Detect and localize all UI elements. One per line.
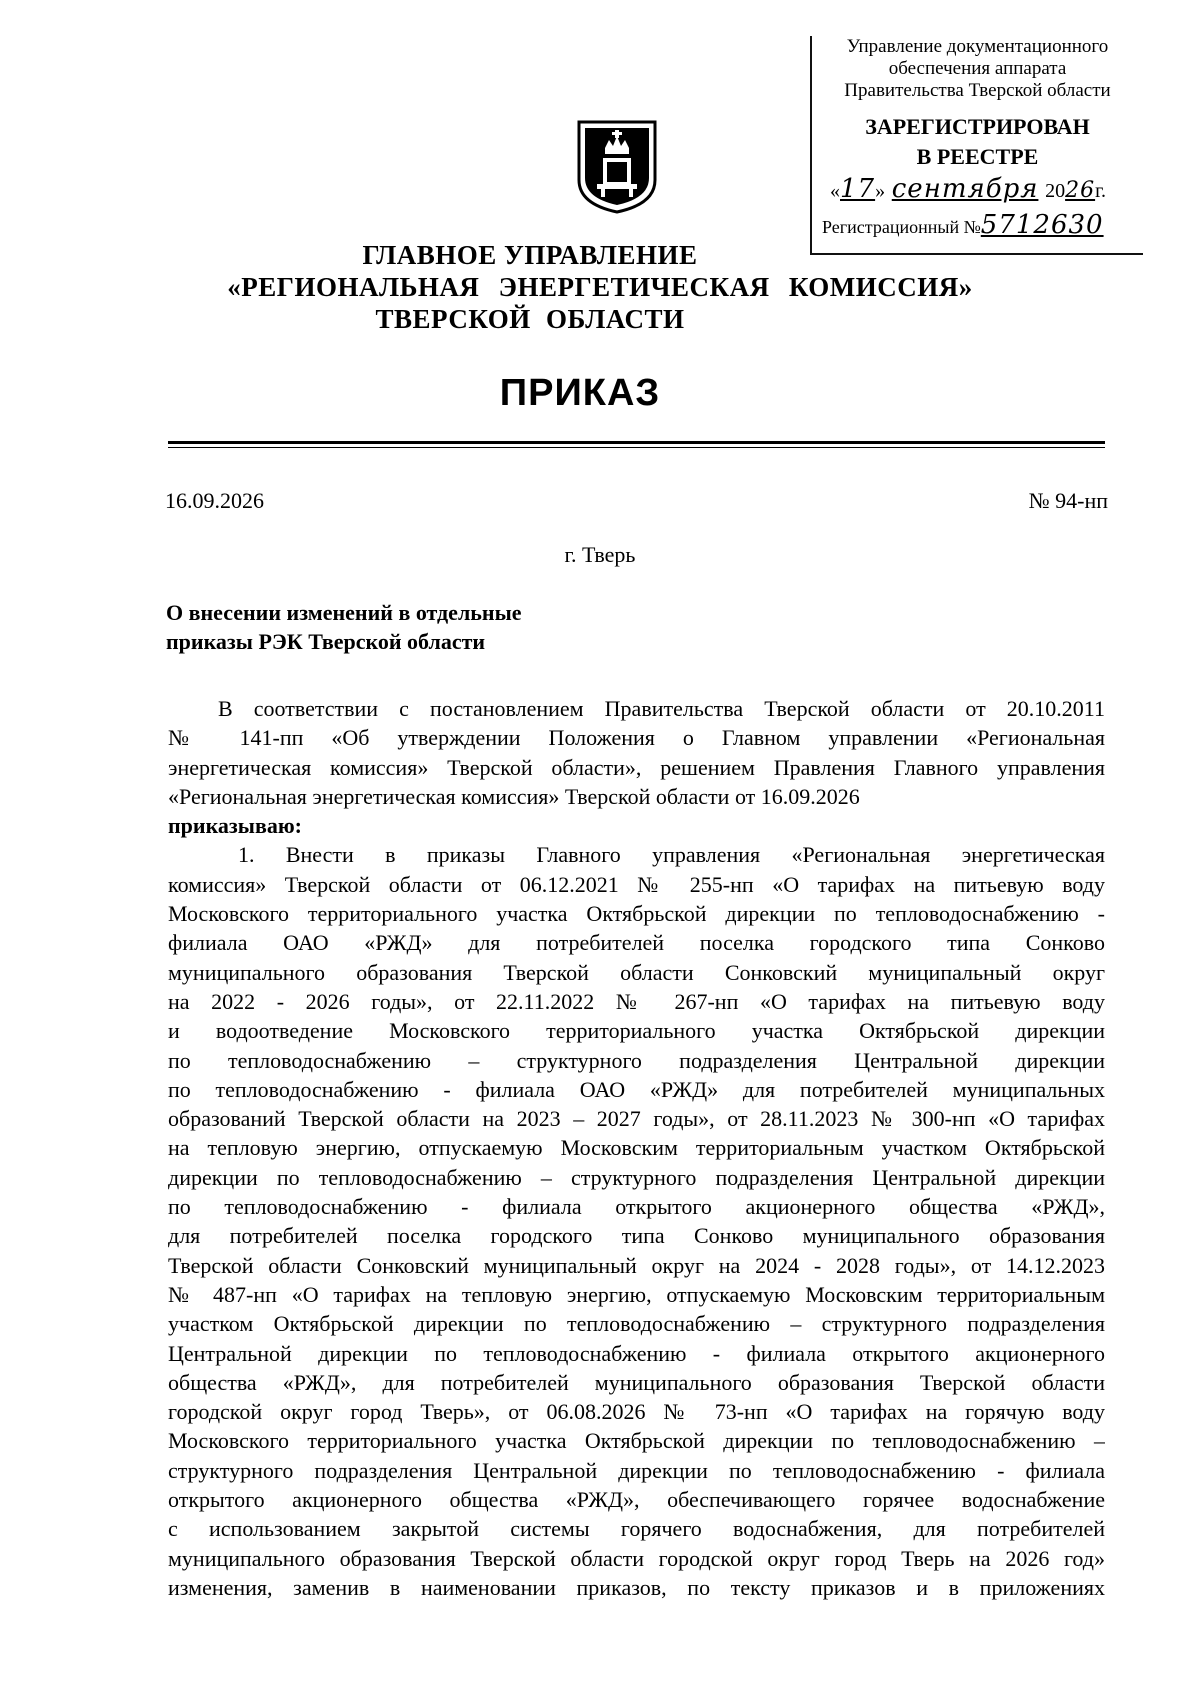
stamp-dept-line2: обеспечения аппарата: [888, 58, 1067, 79]
header-divider-thick: [168, 441, 1105, 444]
body-line: с использованием закрытой системы горячего водоснабжения, для потребителей: [168, 1516, 1105, 1542]
subject-line: О внесении изменений в отдельные: [166, 600, 522, 625]
header-divider-thin: [168, 447, 1105, 448]
body-line: филиала ОАО «РЖД» для потребителей поселка городского типа Сонково: [168, 930, 1105, 956]
stamp-registered-line2: В РЕЕСТРЕ: [916, 144, 1039, 169]
body-line: дирекции по тепловодоснабжению – структурного подразделения Центральной дирекции: [168, 1164, 1105, 1190]
stamp-dept-line1: Управление документационного: [846, 36, 1109, 57]
body-line: энергетическая комиссия» Тверской области», решением Правления Главного управления: [168, 754, 1105, 780]
body-line: № 141-пп «Об утверждении Положения о Главном управлении «Региональная: [168, 725, 1105, 751]
body-line: для потребителей поселка городского типа Сонково муниципального образования: [168, 1223, 1105, 1249]
body-line: образований Тверской области на 2023 – 2027 годы», от 28.11.2023 № 300-нп «О тарифах: [168, 1106, 1105, 1132]
body-line: на тепловую энергию, отпускаемую Московским территориальным участком Октябрьской: [168, 1135, 1105, 1161]
body-line: по тепловодоснабжению – структурного подразделения Центральной дирекции: [168, 1047, 1105, 1073]
subject-line: приказы РЭК Тверской области: [166, 629, 486, 654]
body-line: на 2022 - 2026 годы», от 22.11.2022 № 267-нп «О тарифах на питьевую воду: [168, 988, 1105, 1014]
org-name-line3: ТВЕРСКОЙ ОБЛАСТИ: [375, 304, 685, 334]
registration-stamp: [810, 36, 1143, 255]
body-line: городской округ город Тверь», от 06.08.2026 № 73-нп «О тарифах на горячую воду: [168, 1399, 1105, 1425]
document-type-title: ПРИКАЗ: [499, 372, 661, 414]
document-body: [168, 694, 1105, 1602]
body-line: и водоотведение Московского территориального участка Октябрьской дирекции: [168, 1018, 1105, 1044]
stamp-date-year: 26: [1065, 178, 1096, 203]
body-line: по тепловодоснабжению - филиала открытого акционерного общества «РЖД»,: [168, 1194, 1105, 1220]
body-line: Тверской области Сонковский муниципальный округ на 2024 - 2028 годы», от 14.12.2023: [168, 1252, 1105, 1278]
stamp-date-suffix: г.: [1095, 180, 1107, 202]
body-line: 1. Внести в приказы Главного управления «Региональная энергетическая: [238, 842, 1105, 868]
coat-of-arms-icon: [575, 118, 659, 214]
stamp-date-year-prefix: 20: [1045, 180, 1066, 202]
stamp-dept-line3: Правительства Тверской области: [844, 80, 1111, 101]
body-line: В соответствии с постановлением Правительства Тверской области от 20.10.2011: [218, 696, 1105, 721]
body-line: Московского территориального участка Октябрьской дирекции по тепловодоснабжению –: [168, 1428, 1105, 1454]
body-line: по тепловодоснабжению - филиала ОАО «РЖД» для потребителей муниципальных: [168, 1076, 1105, 1102]
document-date: 16.09.2026: [165, 488, 264, 513]
body-line: Центральной дирекции по тепловодоснабжению - филиала открытого акционерного: [168, 1340, 1105, 1366]
stamp-regnum-value: 5712630: [980, 210, 1104, 240]
stamp-registered-line1: ЗАРЕГИСТРИРОВАН: [865, 114, 1090, 139]
stamp-date-day: 17: [840, 174, 876, 204]
org-name-line1: ГЛАВНОЕ УПРАВЛЕНИЕ: [362, 240, 698, 270]
body-line-order-word: приказываю:: [168, 813, 302, 839]
document-number: № 94-нп: [1028, 488, 1108, 513]
document-subject: [166, 598, 686, 656]
stamp-regnum-label: Регистрационный №: [822, 217, 981, 237]
stamp-date-month: сентября: [891, 174, 1039, 204]
document-city: г. Тверь: [564, 542, 636, 567]
body-line: комиссия» Тверской области от 06.12.2021 № 255-нп «О тарифах на питьевую воду: [168, 871, 1105, 897]
body-line: открытого акционерного общества «РЖД», обеспечивающего горячее водоснабжение: [168, 1487, 1105, 1513]
body-line: муниципального образования Тверской области Сонковский муниципальный округ: [168, 959, 1105, 985]
body-line: «Региональная энергетическая комиссия» Тверской области от 16.09.2026: [168, 783, 860, 809]
org-name-line2: «РЕГИОНАЛЬНАЯ ЭНЕРГЕТИЧЕСКАЯ КОМИССИЯ»: [227, 272, 973, 302]
stamp-date: «17» сентября 2026г.: [830, 174, 1107, 204]
body-line: структурного подразделения Центральной дирекции по тепловодоснабжению - филиала: [168, 1457, 1105, 1483]
body-line: № 487-нп «О тарифах на тепловую энергию, отпускаемую Московским территориальным: [168, 1281, 1105, 1307]
body-line: общества «РЖД», для потребителей муниципального образования Тверской области: [168, 1369, 1105, 1395]
body-line: муниципального образования Тверской области городской округ город Тверь на 2026 год»: [168, 1545, 1105, 1571]
body-line: участком Октябрьской дирекции по тепловодоснабжению – структурного подразделения: [168, 1311, 1105, 1337]
body-line: изменения, заменив в наименовании приказов, по тексту приказов и в приложениях: [168, 1574, 1105, 1600]
stamp-regnum: [822, 210, 1142, 240]
body-line: Московского территориального участка Октябрьской дирекции по тепловодоснабжению -: [168, 901, 1105, 927]
